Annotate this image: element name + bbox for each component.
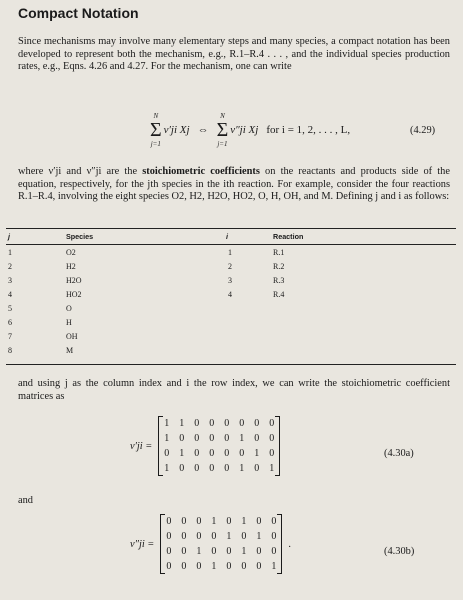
matrix-cell: 0 [209, 433, 215, 444]
sum-upper-limit: N [220, 112, 225, 120]
matrix-cell: 0 [194, 418, 200, 429]
matrix-cell: 0 [254, 418, 260, 429]
matrix-cell: 0 [179, 463, 185, 474]
matrix-cell: 1 [239, 433, 245, 444]
matrix-cell: 0 [241, 531, 247, 542]
equation-4-29 [150, 112, 350, 148]
matrix-cell: 0 [209, 463, 215, 474]
matrix-cell: 0 [224, 448, 230, 459]
matrix-row [166, 559, 276, 574]
matrix-cell: 0 [269, 418, 275, 429]
row-i: 3 [228, 276, 232, 285]
lhs-term: ν′ji Xj [163, 124, 190, 136]
row-i: 2 [228, 262, 232, 271]
sum-lower-limit: j=1 [217, 140, 228, 148]
matrix-row [164, 416, 274, 431]
row-reaction: R.2 [273, 262, 285, 271]
matrix-cell: 1 [179, 448, 185, 459]
sigma-symbol: Σ [150, 119, 162, 141]
row-species: H2O [66, 276, 82, 285]
matrix-cell: 0 [181, 516, 187, 527]
col-header-species: Species [66, 232, 94, 241]
matrix-cell: 0 [241, 561, 247, 572]
matrix-cell: 1 [196, 546, 202, 557]
text-after-bold: on the reactants and products side of the equation, respectively, for the jth species in the ith reaction. For example, consider the four reactions R.1–R.4, involving the eight species O2, H2, H2O, HO2, O, H, OH, and M. Defining j and i as follows: [18, 166, 450, 203]
matrix-cell: 0 [209, 448, 215, 459]
matrix-cell: 0 [194, 433, 200, 444]
matrix-period: . [288, 538, 291, 550]
col-header-j: j [8, 232, 10, 241]
table-bottom-rule [6, 364, 456, 365]
species-reaction-table [6, 228, 456, 366]
matrix-cell: 0 [194, 463, 200, 474]
matrix-cell: 0 [166, 531, 172, 542]
row-j: 5 [8, 304, 12, 313]
matrix-cell: 0 [194, 448, 200, 459]
row-i: 4 [228, 290, 232, 299]
row-species: OH [66, 332, 78, 341]
matrix-cell: 1 [241, 516, 247, 527]
row-j: 6 [8, 318, 12, 327]
matrix-cell: 0 [269, 433, 275, 444]
matrix-cell: 0 [181, 561, 187, 572]
col-header-reaction: Reaction [273, 232, 304, 241]
row-j: 4 [8, 290, 12, 299]
matrix-cell: 0 [181, 531, 187, 542]
row-i: 1 [228, 248, 232, 257]
row-species: O [66, 304, 72, 313]
matrix-cell: 1 [241, 546, 247, 557]
matrix-cell: 1 [179, 418, 185, 429]
matrix-cell: 1 [256, 531, 262, 542]
matrix-cell: 0 [224, 418, 230, 429]
matrix-row [166, 514, 276, 529]
summation-left [150, 112, 162, 148]
matrix-cell: 0 [224, 433, 230, 444]
table-top-rule [6, 228, 456, 229]
equilibrium-arrow: ⇔ [197, 124, 209, 136]
row-species: H2 [66, 262, 76, 271]
matrix-cell: 0 [196, 561, 202, 572]
matrix-cell: 0 [271, 531, 277, 542]
table-header-rule [6, 244, 456, 245]
matrix-label: ν″ji = [130, 538, 155, 550]
row-j: 8 [8, 346, 12, 355]
matrix-cell: 0 [256, 516, 262, 527]
bold-term: stoichiometric coefficients [142, 166, 260, 177]
matrix-cell: 1 [239, 463, 245, 474]
equation-number: (4.30b) [384, 546, 415, 557]
row-species: O2 [66, 248, 76, 257]
rhs-term: ν″ji Xj [230, 124, 259, 136]
matrix-cell: 0 [166, 546, 172, 557]
matrix-cell: 0 [254, 433, 260, 444]
matrix-row [164, 461, 274, 476]
matrix-4-30b [130, 514, 291, 574]
matrix-row [164, 446, 274, 461]
row-j: 3 [8, 276, 12, 285]
equation-number: (4.29) [410, 125, 436, 136]
matrix-cell: 0 [211, 531, 217, 542]
matrix-cell: 0 [196, 516, 202, 527]
matrix-cell: 0 [224, 463, 230, 474]
row-species: M [66, 346, 74, 355]
row-species: H [66, 318, 72, 327]
matrix-cell: 0 [239, 448, 245, 459]
matrix-cell: 0 [269, 448, 275, 459]
connector-text: and [18, 495, 34, 506]
sigma-symbol: Σ [216, 119, 229, 141]
matrix-cell: 0 [166, 516, 172, 527]
index-paragraph: and using j as the column index and i the row index, we can write the stoichiometric coefficient matrices as [18, 378, 450, 402]
sum-lower-limit: j=1 [150, 140, 161, 148]
matrix-row [166, 544, 276, 559]
matrix-cell: 0 [256, 561, 262, 572]
text-before-bold: where ν′ji and ν″ji are the [18, 166, 143, 177]
matrix-cell: 1 [269, 463, 275, 474]
matrix-cell: 0 [181, 546, 187, 557]
row-j: 1 [8, 248, 12, 257]
intro-paragraph: Since mechanisms may involve many elementary steps and many species, a compact notation has been developed to represent both the mechanism, e.g., R.1–R.4 . . . , and the individual species production rates, e.g., Eqns. 4.26 and 4.27. For the mechanism, one can write [18, 36, 450, 73]
row-reaction: R.4 [273, 290, 285, 299]
row-j: 7 [8, 332, 12, 341]
section-heading: Compact Notation [18, 5, 139, 21]
matrix-cell: 0 [256, 546, 262, 557]
matrix-cell: 0 [271, 516, 277, 527]
row-j: 2 [8, 262, 12, 271]
matrix-4-30a [130, 416, 280, 476]
matrix-cell: 1 [164, 418, 170, 429]
summation-right [217, 112, 229, 148]
matrix-cell: 0 [226, 546, 232, 557]
matrix-cell: 0 [271, 546, 277, 557]
matrix-cell: 1 [211, 516, 217, 527]
matrix-cell: 0 [164, 448, 170, 459]
row-reaction: R.1 [273, 248, 285, 257]
matrix-cell: 0 [196, 531, 202, 542]
matrix-cell: 0 [226, 516, 232, 527]
matrix-body [160, 514, 282, 574]
matrix-cell: 1 [211, 561, 217, 572]
matrix-cell: 1 [271, 561, 277, 572]
definition-paragraph [18, 166, 450, 204]
matrix-cell: 0 [239, 418, 245, 429]
equation-number: (4.30a) [384, 448, 414, 459]
matrix-cell: 1 [164, 433, 170, 444]
sum-upper-limit: N [153, 112, 159, 120]
col-header-i: i [226, 232, 228, 241]
matrix-cell: 1 [254, 448, 260, 459]
matrix-cell: 1 [226, 531, 232, 542]
equation-condition: for i = 1, 2, . . . , L, [266, 124, 351, 136]
matrix-cell: 0 [226, 561, 232, 572]
matrix-cell: 1 [164, 463, 170, 474]
matrix-cell: 0 [254, 463, 260, 474]
matrix-label: ν′ji = [130, 440, 153, 452]
matrix-cell: 0 [209, 418, 215, 429]
matrix-row [164, 431, 274, 446]
row-reaction: R.3 [273, 276, 285, 285]
row-species: HO2 [66, 290, 82, 299]
matrix-row [166, 529, 276, 544]
matrix-cell: 0 [179, 433, 185, 444]
matrix-cell: 0 [211, 546, 217, 557]
matrix-cell: 0 [166, 561, 172, 572]
matrix-body [158, 416, 280, 476]
